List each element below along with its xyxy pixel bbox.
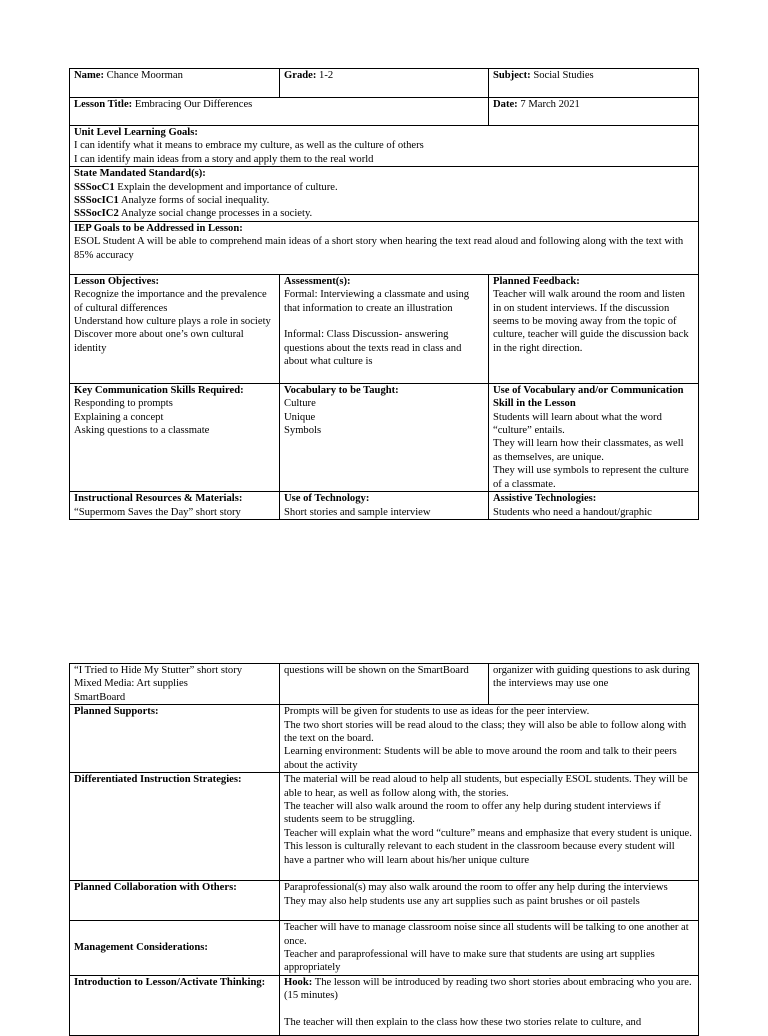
standards-cell: State Mandated Standard(s): SSSocC1 Explain the development and importance of culture. SSSocIC1 Analyze forms of social inequality. SSSocIC2 Analyze social change processes in a society. xyxy=(70,167,699,222)
lesson-title-cell: Lesson Title: Embracing Our Differences xyxy=(70,98,489,126)
intro-cell: Hook: The lesson will be introduced by reading two short stories about embracing who you are. (15 minutes) The teacher will then explain to the class how these two stories relate to culture, and xyxy=(280,975,699,1035)
unit-goals-cell: Unit Level Learning Goals: I can identify what it means to embrace my culture, as well as the culture of others I can identify main ideas from a story and apply them to the real world xyxy=(70,126,699,167)
grade-cell: Grade: 1-2 xyxy=(280,69,489,98)
vocabulary-cell: Vocabulary to be Taught: Culture Unique Symbols xyxy=(280,383,489,491)
supports-label-cell: Planned Supports: xyxy=(70,705,280,773)
lesson-plan-table-page1 xyxy=(69,68,699,520)
assessment-cell: Assessment(s): Formal: Interviewing a classmate and using that information to create an illustration Informal: Class Discussion- answering questions about the texts read in class and about what culture is xyxy=(280,274,489,383)
assistive-cell: Assistive Technologies: Students who need a handout/graphic xyxy=(489,492,699,520)
collaboration-label-cell: Planned Collaboration with Others: xyxy=(70,881,280,921)
technology-cont-cell: questions will be shown on the SmartBoard xyxy=(280,664,489,705)
resources-cont-cell: “I Tried to Hide My Stutter” short story Mixed Media: Art supplies SmartBoard xyxy=(70,664,280,705)
lesson-plan-table-page2 xyxy=(69,663,699,1036)
resources-cell: Instructional Resources & Materials: “Supermom Saves the Day” short story xyxy=(70,492,280,520)
management-label-cell: Management Considerations: xyxy=(70,921,280,976)
management-cell: Teacher will have to manage classroom noise since all students will be talking to one another at once. Teacher and paraprofessional will have to make sure that students are using art supplies appropriately xyxy=(280,921,699,976)
objectives-cell: Lesson Objectives: Recognize the importance and the prevalence of cultural differences Understand how culture plays a role in society Discover more about one’s own cultural identity xyxy=(70,274,280,383)
name-cell: Name: Chance Moorman xyxy=(70,69,280,98)
intro-label-cell: Introduction to Lesson/Activate Thinking: xyxy=(70,975,280,1035)
supports-cell: Prompts will be given for students to use as ideas for the peer interview. The two short stories will be read aloud to the class; they will also be able to follow along with the text on the board. Learning environment: Students will be able to move around the room and talk to their peers about the activity xyxy=(280,705,699,773)
date-cell: Date: 7 March 2021 xyxy=(489,98,699,126)
subject-cell: Subject: Social Studies xyxy=(489,69,699,98)
comm-skills-cell: Key Communication Skills Required: Responding to prompts Explaining a concept Asking questions to a classmate xyxy=(70,383,280,491)
collaboration-cell: Paraprofessional(s) may also walk around the room to offer any help during the interviews They may also help students use any art supplies such as paint brushes or oil pastels xyxy=(280,881,699,921)
differentiated-label-cell: Differentiated Instruction Strategies: xyxy=(70,773,280,881)
assistive-cont-cell: organizer with guiding questions to ask during the interviews may use one xyxy=(489,664,699,705)
iep-goals-cell: IEP Goals to be Addressed in Lesson: ESOL Student A will be able to comprehend main ideas of a short story when hearing the text read aloud and following along with the text with 85% accuracy xyxy=(70,221,699,274)
technology-cell: Use of Technology: Short stories and sample interview xyxy=(280,492,489,520)
vocab-use-cell: Use of Vocabulary and/or Communication Skill in the Lesson Students will learn about what the word “culture” entails. They will learn how their classmates, as well as themselves, are unique. They will use symbols to represent the culture of a classmate. xyxy=(489,383,699,491)
feedback-cell: Planned Feedback: Teacher will walk around the room and listen in on student interviews. If the discussion seems to be moving away from the topic of culture, teacher will guide the discussion back in the right direction. xyxy=(489,274,699,383)
differentiated-cell: The material will be read aloud to help all students, but especially ESOL students. They will be able to hear, as well as follow along with, the stories. The teacher will also walk around the room to offer any help during student interviews if students seem to be struggling. Teacher will explain what the word “culture” means and emphasize that every student is unique. This lesson is culturally relevant to each student in the classroom because every student will have a partner who will learn about his/her unique culture xyxy=(280,773,699,881)
